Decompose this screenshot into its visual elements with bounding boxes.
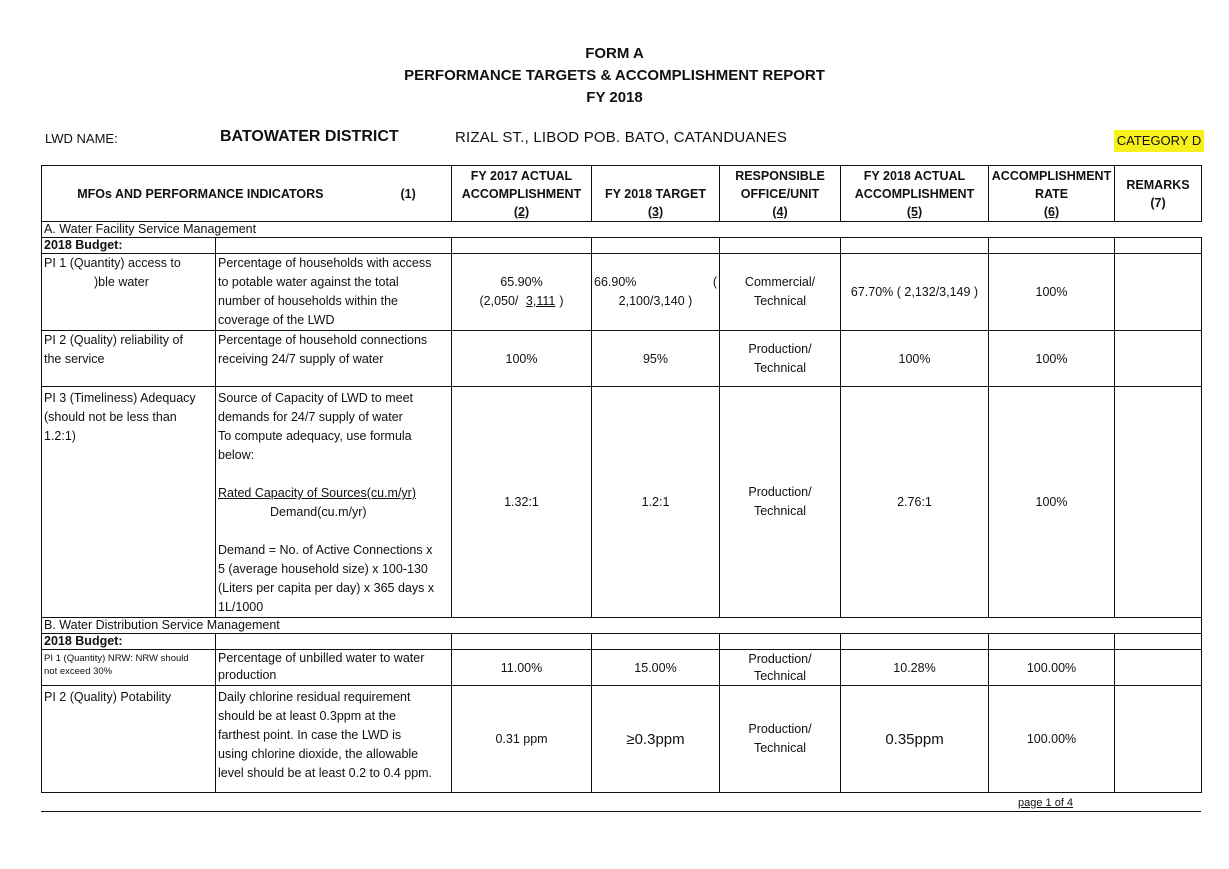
col-header-remarks — [1115, 166, 1202, 222]
desc-line: coverage of the LWD — [218, 313, 335, 327]
demand-line: (Liters per capita per day) x 365 days x — [218, 581, 435, 595]
empty-cell — [720, 238, 841, 254]
pi-label: PI 2 (Quality) reliability of — [44, 333, 183, 347]
empty-cell — [1115, 634, 1202, 650]
remarks-cell — [1115, 686, 1202, 793]
fy2018-cell: 100% — [841, 331, 989, 387]
empty-cell — [592, 238, 720, 254]
office-b: Technical — [753, 360, 807, 375]
pi-label-cont: (should not be less than — [44, 410, 177, 424]
page-number: page 1 of 4 — [1018, 797, 1074, 809]
pi-label-cont: )ble water — [94, 275, 149, 289]
empty-cell — [452, 634, 592, 650]
office-a: Production/ — [748, 722, 812, 736]
desc-cell — [216, 387, 452, 618]
empty-cell — [216, 238, 452, 254]
table-row — [42, 686, 1202, 793]
pi-cell — [42, 387, 216, 618]
office-b: Technical — [753, 294, 807, 308]
table-row — [42, 331, 1202, 387]
pi-label: PI 1 (Quantity) access to — [44, 256, 181, 270]
demand-line: 1L/1000 — [218, 600, 264, 614]
col-header-mfo-num: (1) — [400, 186, 416, 201]
table-row — [42, 387, 1202, 618]
fy2017-cell — [452, 254, 592, 331]
footer-divider — [41, 811, 1201, 812]
desc-line: below: — [218, 448, 255, 462]
fy2018-cell: 2.76:1 — [841, 387, 989, 618]
empty-cell — [216, 634, 452, 650]
section-b-budget-row — [42, 634, 1202, 650]
desc-cell — [216, 331, 452, 387]
desc-line: Percentage of households with access — [218, 256, 432, 270]
report-year: FY 2018 — [586, 89, 643, 106]
desc-line: receiving 24/7 supply of water — [218, 352, 384, 366]
formula-numerator: Rated Capacity of Sources(cu.m/yr) — [218, 486, 416, 500]
pi-cell — [42, 331, 216, 387]
target-value: 66.90% — [594, 275, 637, 289]
target-cell — [592, 254, 720, 331]
col-header-office — [720, 166, 841, 222]
col-header-fy2017-a: FY 2017 ACTUAL — [470, 168, 573, 183]
rate-cell: 100% — [989, 387, 1115, 618]
rate-cell: 100.00% — [989, 686, 1115, 793]
office-a: Production/ — [748, 341, 812, 356]
col-header-mfo-label: MFOs AND PERFORMANCE INDICATORS — [77, 186, 324, 201]
pi-cell — [42, 650, 216, 686]
office-b: Technical — [753, 504, 807, 518]
empty-cell — [989, 634, 1115, 650]
target-cell: ≥0.3ppm — [592, 686, 720, 793]
section-b-budget: 2018 Budget: — [42, 634, 216, 650]
fy2017-detail-c: ) — [559, 294, 564, 308]
col-header-remarks-num: (7) — [1150, 195, 1166, 210]
col-header-fy2018 — [841, 166, 989, 222]
desc-line: Percentage of household connections — [218, 333, 428, 347]
section-a-row — [42, 222, 1202, 238]
demand-line: Demand = No. of Active Connections x — [218, 543, 433, 557]
rate-cell: 100% — [989, 331, 1115, 387]
fy2018-cell: 10.28% — [841, 650, 989, 686]
section-a-budget-row — [42, 238, 1202, 254]
empty-cell — [1115, 238, 1202, 254]
col-header-fy2018-num: (5) — [906, 204, 923, 219]
pi-label-cont: not exceed 30% — [44, 666, 113, 677]
office-cell — [720, 387, 841, 618]
report-table — [41, 165, 1202, 793]
empty-cell — [841, 238, 989, 254]
remarks-cell — [1115, 254, 1202, 331]
office-a: Commercial/ — [744, 275, 816, 289]
col-header-fy2017 — [452, 166, 592, 222]
empty-cell — [452, 238, 592, 254]
target-line1 — [594, 273, 717, 292]
fy2017-detail-a: (2,050/ — [479, 294, 519, 308]
header-row — [42, 166, 1202, 222]
col-header-fy2018-a: FY 2018 ACTUAL — [863, 168, 966, 183]
col-header-office-b: OFFICE/UNIT — [740, 186, 820, 201]
desc-line: level should be at least 0.2 to 0.4 ppm. — [218, 766, 433, 780]
pi-label: PI 1 (Quantity) NRW: NRW should — [44, 653, 189, 664]
desc-cell — [216, 650, 452, 686]
remarks-cell — [1115, 387, 1202, 618]
fy2017-cell: 11.00% — [452, 650, 592, 686]
lwd-address: RIZAL ST., LIBOD POB. BATO, CATANDUANES — [455, 129, 788, 146]
col-header-fy2017-num: (2) — [513, 204, 530, 219]
remarks-cell — [1115, 331, 1202, 387]
fy2017-cell: 100% — [452, 331, 592, 387]
office-a: Production/ — [748, 485, 812, 499]
fy2017-cell: 1.32:1 — [452, 387, 592, 618]
desc-cell — [216, 686, 452, 793]
col-header-office-num: (4) — [772, 204, 788, 219]
target-cell: 95% — [592, 331, 720, 387]
fy2017-cell: 0.31 ppm — [452, 686, 592, 793]
section-a-title: A. Water Facility Service Management — [42, 222, 1202, 238]
desc-line: farthest point. In case the LWD is — [218, 728, 402, 742]
pi-cell: PI 2 (Quality) Potability — [42, 686, 216, 793]
col-header-fy2017-b: ACCOMPLISHMENT — [461, 186, 582, 201]
col-header-target — [592, 166, 720, 222]
desc-cell — [216, 254, 452, 331]
col-header-rate — [989, 166, 1115, 222]
office-cell — [720, 254, 841, 331]
desc-line: should be at least 0.3ppm at the — [218, 709, 396, 723]
empty-cell — [989, 238, 1115, 254]
desc-line: number of households within the — [218, 294, 398, 308]
target-cell: 15.00% — [592, 650, 720, 686]
fy2018-cell: 0.35ppm — [841, 686, 989, 793]
fy2017-detail — [454, 292, 589, 311]
section-b-row — [42, 618, 1202, 634]
desc-line: demands for 24/7 supply of water — [218, 410, 403, 424]
fy2018-cell: 67.70% ( 2,132/3,149 ) — [841, 254, 989, 331]
report-table-wrap — [41, 165, 1202, 793]
form-label: FORM A — [585, 45, 644, 62]
pi-cell — [42, 254, 216, 331]
col-header-rate-b: RATE — [1034, 186, 1069, 201]
target-detail: 2,100/3,140 ) — [618, 294, 693, 308]
desc-line: To compute adequacy, use formula — [218, 429, 412, 443]
empty-cell — [720, 634, 841, 650]
office-a: Production/ — [748, 651, 812, 666]
col-header-remarks-a: REMARKS — [1126, 177, 1190, 192]
target-paren: ( — [712, 275, 717, 289]
lwd-name-label: LWD NAME: — [45, 131, 118, 146]
office-cell — [720, 650, 841, 686]
section-a-budget: 2018 Budget: — [42, 238, 216, 254]
table-row — [42, 254, 1202, 331]
desc-line: using chlorine dioxide, the allowable — [218, 747, 419, 761]
office-b: Technical — [753, 741, 807, 755]
empty-cell — [592, 634, 720, 650]
col-header-rate-a: ACCOMPLISHMENT — [991, 168, 1112, 183]
rate-cell: 100% — [989, 254, 1115, 331]
office-cell — [720, 686, 841, 793]
report-title: PERFORMANCE TARGETS & ACCOMPLISHMENT REPORT — [404, 67, 825, 84]
formula-denominator: Demand(cu.m/yr) — [270, 505, 367, 519]
category-badge: CATEGORY D — [1114, 130, 1204, 152]
pi-label: PI 3 (Timeliness) Adequacy — [44, 391, 196, 405]
desc-line: Percentage of unbilled water to water — [218, 651, 425, 665]
fy2017-value: 65.90% — [500, 275, 543, 289]
office-cell — [720, 331, 841, 387]
desc-line: Source of Capacity of LWD to meet — [218, 391, 413, 405]
col-header-office-a: RESPONSIBLE — [735, 168, 825, 183]
fy2017-detail-b: 3,111 — [525, 294, 556, 308]
pi-label-cont: 1.2:1) — [44, 429, 76, 443]
table-row — [42, 650, 1202, 686]
rate-cell: 100.00% — [989, 650, 1115, 686]
office-b: Technical — [753, 668, 807, 683]
desc-line: production — [218, 668, 277, 682]
col-header-fy2018-b: ACCOMPLISHMENT — [854, 186, 975, 201]
col-header-target-a: FY 2018 TARGET — [605, 186, 706, 201]
remarks-cell — [1115, 650, 1202, 686]
section-b-title: B. Water Distribution Service Management — [42, 618, 1202, 634]
demand-line: 5 (average household size) x 100-130 — [218, 562, 428, 576]
target-cell: 1.2:1 — [592, 387, 720, 618]
pi-label-cont: the service — [44, 352, 105, 366]
lwd-name: BATOWATER DISTRICT — [220, 128, 399, 145]
col-header-mfo — [42, 166, 452, 222]
desc-line: to potable water against the total — [218, 275, 399, 289]
desc-line: Daily chlorine residual requirement — [218, 690, 411, 704]
col-header-target-num: (3) — [647, 204, 664, 219]
col-header-rate-num: (6) — [1043, 204, 1060, 219]
empty-cell — [841, 634, 989, 650]
